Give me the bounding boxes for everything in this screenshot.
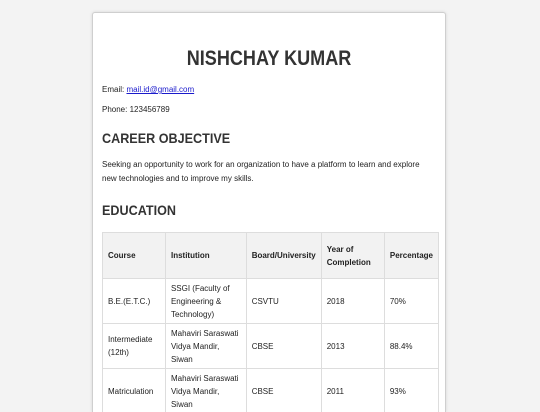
resume-name: NISHCHAY KUMAR bbox=[125, 47, 412, 71]
cell-course: Intermediate (12th) bbox=[103, 324, 166, 369]
phone-number: 123456789 bbox=[130, 105, 170, 114]
education-table bbox=[102, 232, 439, 412]
header-course: Course bbox=[103, 233, 166, 279]
resume-page bbox=[92, 12, 446, 412]
cell-percentage: 88.4% bbox=[384, 324, 438, 369]
header-institution: Institution bbox=[165, 233, 246, 279]
table-row bbox=[103, 279, 439, 324]
cell-institution: Mahaviri Saraswati Vidya Mandir, Siwan bbox=[165, 369, 246, 412]
phone-label: Phone: bbox=[102, 105, 127, 114]
cell-institution: Mahaviri Saraswati Vidya Mandir, Siwan bbox=[165, 324, 246, 369]
education-heading: EDUCATION bbox=[102, 202, 403, 218]
career-objective-text: Seeking an opportunity to work for an organization to have a platform to learn and explore new technologies and to improve my skills. bbox=[102, 158, 436, 186]
cell-year: 2018 bbox=[321, 279, 384, 324]
email-line bbox=[102, 85, 436, 95]
email-link[interactable]: mail.id@gmail.com bbox=[126, 85, 194, 94]
header-year: Year of Completion bbox=[321, 233, 384, 279]
cell-board: CBSE bbox=[246, 369, 321, 412]
cell-board: CBSE bbox=[246, 324, 321, 369]
header-percentage: Percentage bbox=[384, 233, 438, 279]
cell-institution: SSGI (Faculty of Engineering & Technology) bbox=[165, 279, 246, 324]
cell-year: 2013 bbox=[321, 324, 384, 369]
header-board: Board/University bbox=[246, 233, 321, 279]
table-row bbox=[103, 324, 439, 369]
cell-board: CSVTU bbox=[246, 279, 321, 324]
table-row bbox=[103, 369, 439, 412]
career-objective-heading: CAREER OBJECTIVE bbox=[102, 130, 403, 146]
phone-line bbox=[102, 105, 436, 115]
cell-year: 2011 bbox=[321, 369, 384, 412]
cell-percentage: 70% bbox=[384, 279, 438, 324]
education-table-header-row bbox=[103, 233, 439, 279]
cell-percentage: 93% bbox=[384, 369, 438, 412]
cell-course: Matriculation bbox=[103, 369, 166, 412]
cell-course: B.E.(E.T.C.) bbox=[103, 279, 166, 324]
email-label: Email: bbox=[102, 85, 124, 94]
